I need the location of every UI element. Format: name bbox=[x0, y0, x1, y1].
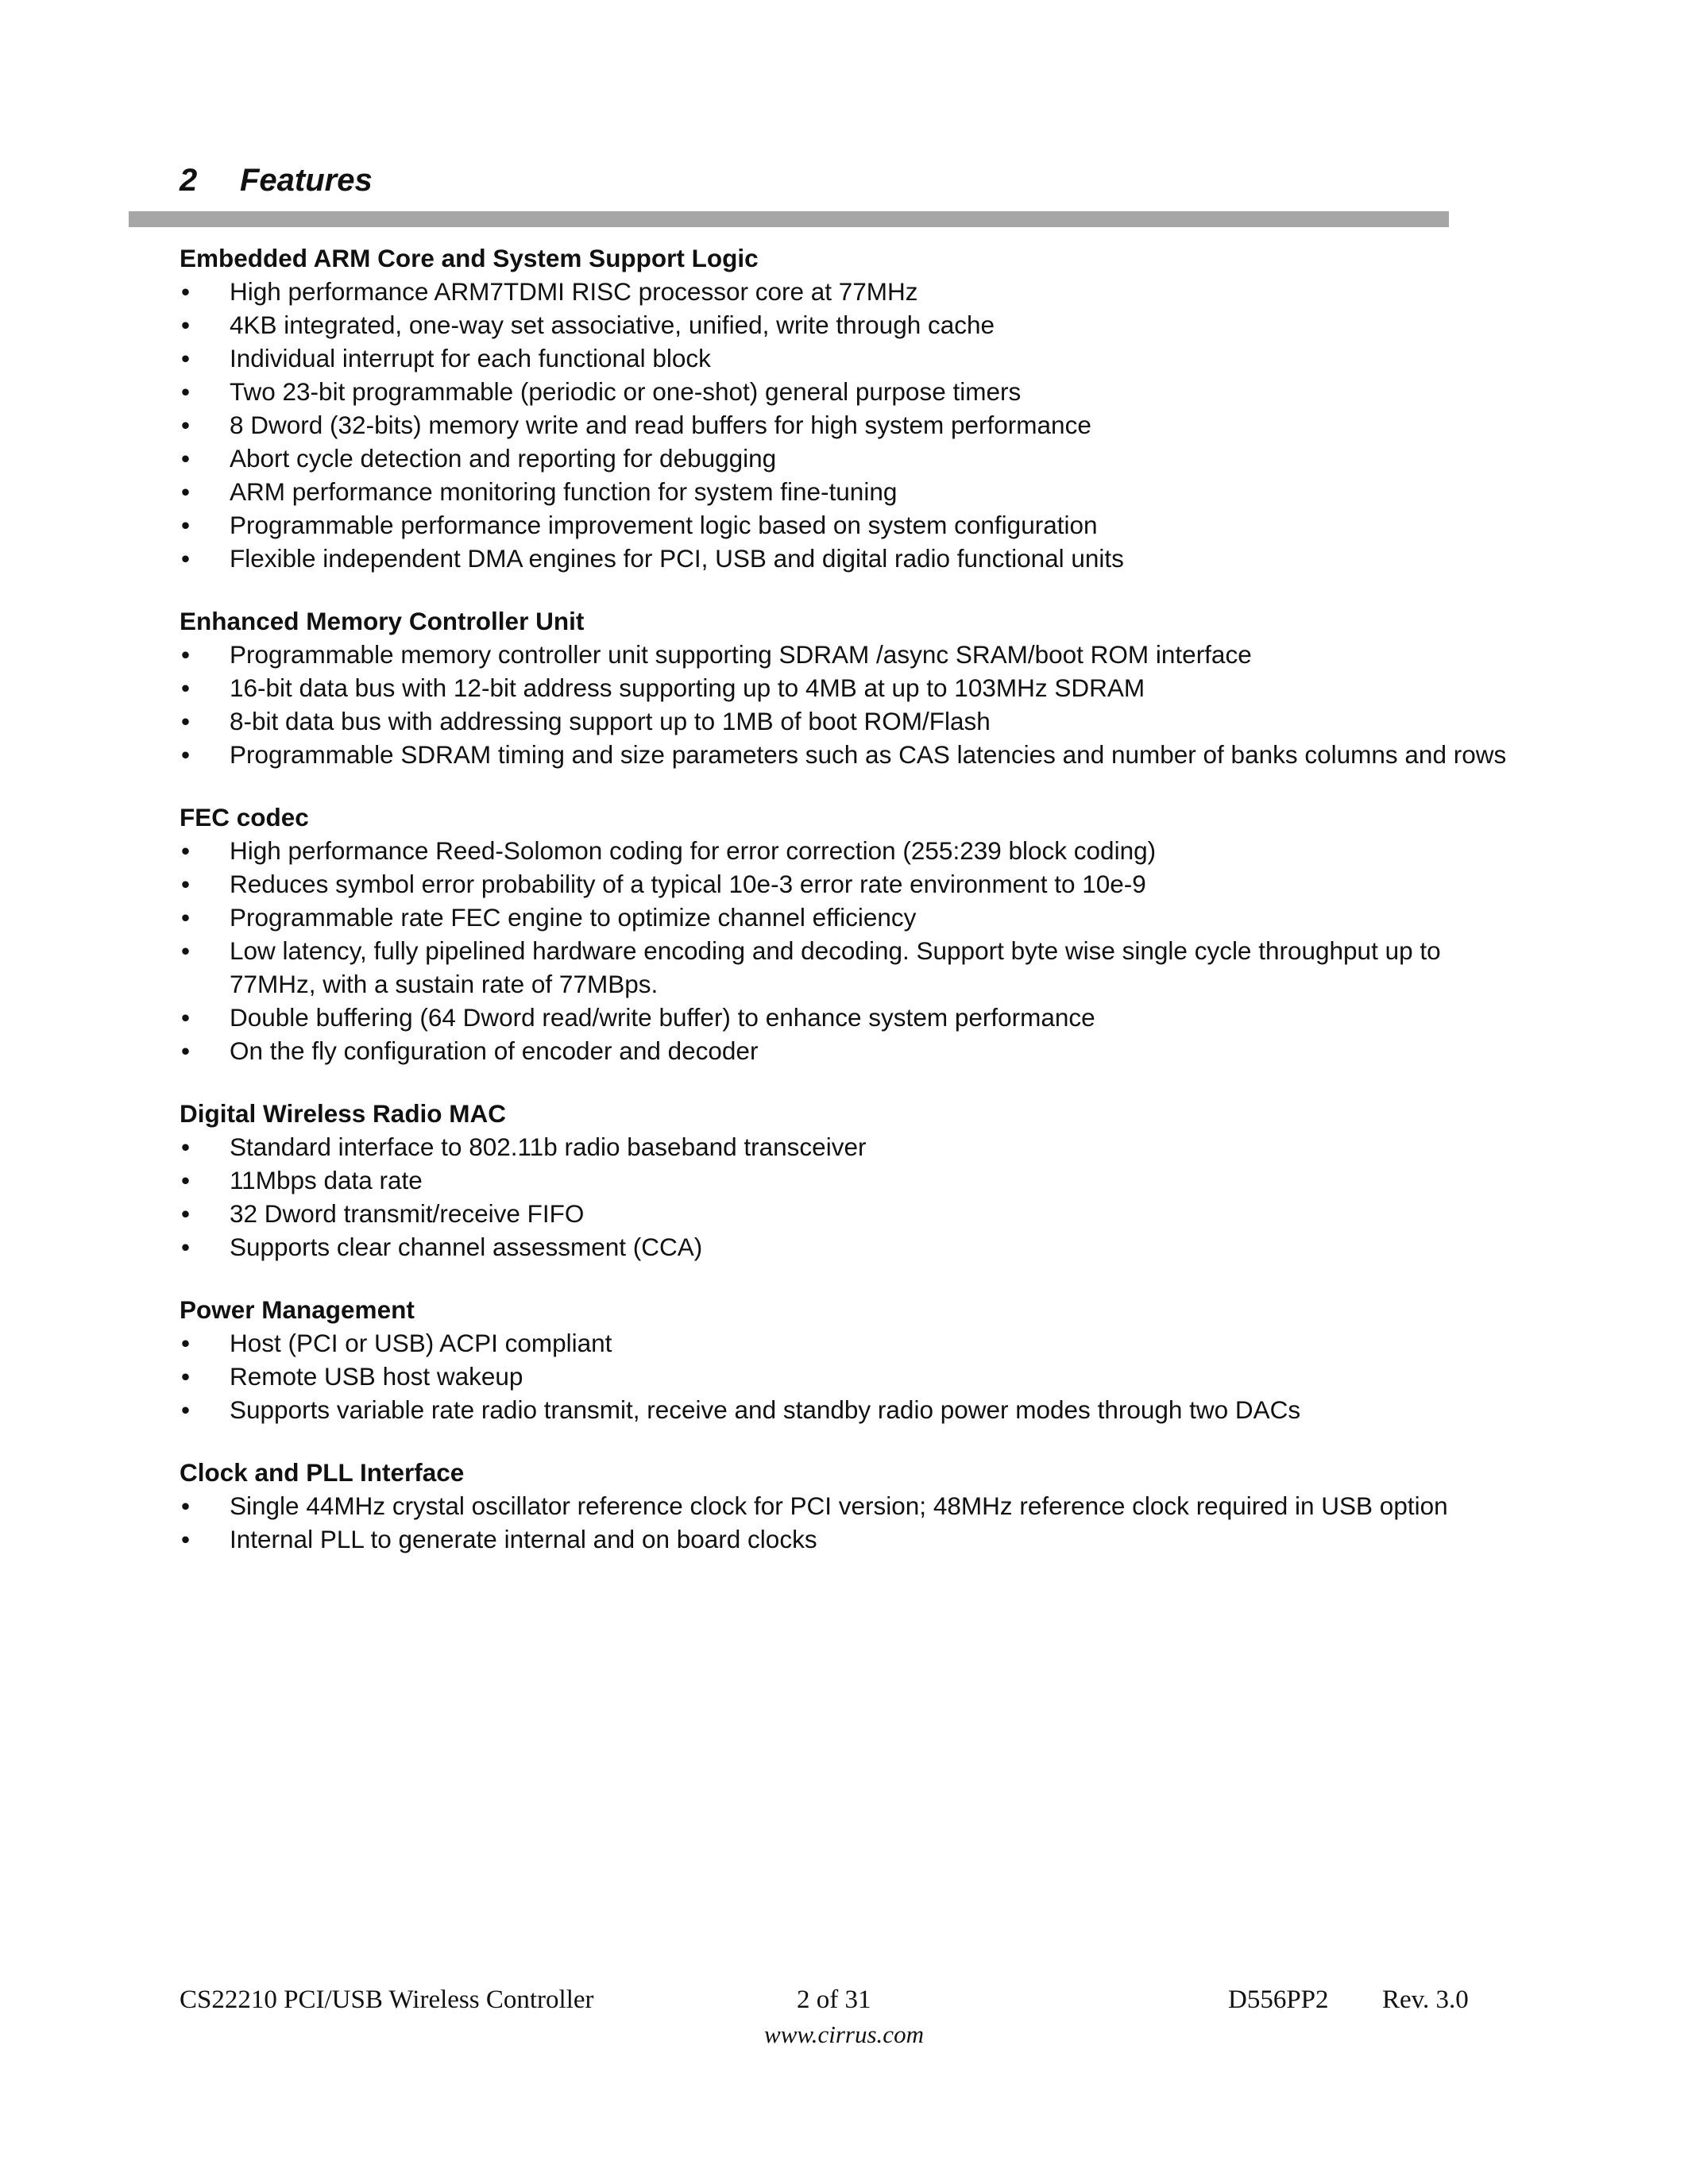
feature-group-radio-mac bbox=[180, 1097, 1514, 1264]
bullet-icon: • bbox=[181, 1003, 191, 1032]
feature-text: High performance ARM7TDMI RISC processor core at 77MHz bbox=[230, 277, 918, 306]
feature-text: Standard interface to 802.11b radio baseband transceiver bbox=[230, 1133, 867, 1161]
feature-text: Programmable memory controller unit supporting SDRAM /async SRAM/boot ROM interface bbox=[230, 640, 1252, 669]
feature-item bbox=[180, 408, 1514, 442]
section-heading bbox=[180, 163, 373, 199]
feature-text: Flexible independent DMA engines for PCI, USB and digital radio functional units bbox=[230, 544, 1124, 573]
feature-text: Supports clear channel assessment (CCA) bbox=[230, 1233, 703, 1261]
feature-text: Programmable rate FEC engine to optimize channel efficiency bbox=[230, 903, 917, 932]
feature-list bbox=[180, 834, 1514, 1067]
feature-text: Host (PCI or USB) ACPI compliant bbox=[230, 1329, 612, 1357]
feature-group-power-management bbox=[180, 1293, 1514, 1426]
footer-document-title: CS22210 PCI/USB Wireless Controller bbox=[180, 1985, 594, 2014]
bullet-icon: • bbox=[181, 903, 191, 932]
page-footer bbox=[0, 1985, 1688, 2073]
feature-list bbox=[180, 1326, 1514, 1426]
bullet-icon: • bbox=[181, 511, 191, 539]
feature-item bbox=[180, 1522, 1514, 1556]
feature-item bbox=[180, 308, 1514, 341]
feature-item bbox=[180, 1130, 1514, 1163]
feature-text: On the fly configuration of encoder and decoder bbox=[230, 1036, 759, 1065]
section-number: 2 bbox=[180, 163, 198, 198]
feature-item bbox=[180, 542, 1514, 575]
feature-text: Individual interrupt for each functional block bbox=[230, 344, 711, 372]
feature-text: 16-bit data bus with 12-bit address supporting up to 4MB at up to 103MHz SDRAM bbox=[230, 673, 1145, 702]
feature-item bbox=[180, 1326, 1514, 1360]
feature-text: ARM performance monitoring function for system fine-tuning bbox=[230, 477, 898, 506]
feature-text: Supports variable rate radio transmit, receive and standby radio power modes through two DACs bbox=[230, 1395, 1301, 1424]
feature-group-title: FEC codec bbox=[180, 803, 309, 832]
bullet-icon: • bbox=[181, 1233, 191, 1261]
footer-page-number: 2 of 31 bbox=[797, 1985, 871, 2014]
feature-text: 8-bit data bus with addressing support up to 1MB of boot ROM/Flash bbox=[230, 707, 991, 735]
bullet-icon: • bbox=[181, 1166, 191, 1194]
bullet-icon: • bbox=[181, 1329, 191, 1357]
bullet-icon: • bbox=[181, 707, 191, 735]
section-title: Features bbox=[240, 163, 373, 198]
feature-text: Internal PLL to generate internal and on board clocks bbox=[230, 1525, 817, 1553]
bullet-icon: • bbox=[181, 444, 191, 473]
feature-text: 11Mbps data rate bbox=[230, 1166, 423, 1194]
feature-group-title: Clock and PLL Interface bbox=[180, 1458, 465, 1487]
feature-text: 32 Dword transmit/receive FIFO bbox=[230, 1199, 585, 1228]
feature-text: Two 23-bit programmable (periodic or one-shot) general purpose timers bbox=[230, 377, 1022, 406]
bullet-icon: • bbox=[181, 836, 191, 865]
feature-item bbox=[180, 1360, 1514, 1393]
feature-text: 4KB integrated, one-way set associative, unified, write through cache bbox=[230, 311, 995, 339]
footer-document-id: D556PP2 bbox=[1228, 1985, 1329, 2014]
bullet-icon: • bbox=[181, 1362, 191, 1391]
feature-group-memory-controller bbox=[180, 604, 1514, 771]
feature-item bbox=[180, 275, 1514, 308]
feature-group-title: Enhanced Memory Controller Unit bbox=[180, 607, 585, 635]
bullet-icon: • bbox=[181, 411, 191, 439]
feature-item bbox=[180, 1230, 1514, 1264]
footer-website: www.cirrus.com bbox=[764, 2020, 924, 2048]
feature-text: 8 Dword (32-bits) memory write and read buffers for high system performance bbox=[230, 411, 1091, 439]
bullet-icon: • bbox=[181, 544, 191, 573]
footer-revision: Rev. 3.0 bbox=[1382, 1985, 1469, 2014]
feature-group-title: Embedded ARM Core and System Support Logic bbox=[180, 244, 759, 272]
bullet-icon: • bbox=[181, 1525, 191, 1553]
bullet-icon: • bbox=[181, 311, 191, 339]
feature-group-title: Power Management bbox=[180, 1295, 415, 1324]
bullet-icon: • bbox=[181, 1036, 191, 1065]
feature-list bbox=[180, 638, 1514, 771]
feature-text: Remote USB host wakeup bbox=[230, 1362, 523, 1391]
feature-text: Single 44MHz crystal oscillator reference clock for PCI version; 48MHz reference clock required in USB option bbox=[230, 1491, 1448, 1520]
bullet-icon: • bbox=[181, 936, 191, 965]
feature-item bbox=[180, 834, 1514, 867]
bullet-icon: • bbox=[181, 1395, 191, 1424]
feature-item bbox=[180, 1489, 1514, 1522]
bullet-icon: • bbox=[181, 870, 191, 898]
feature-text: Programmable SDRAM timing and size parameters such as CAS latencies and number of banks columns and rows bbox=[230, 740, 1507, 769]
feature-list bbox=[180, 1130, 1514, 1264]
feature-list bbox=[180, 1489, 1514, 1556]
feature-list bbox=[180, 275, 1514, 575]
feature-item bbox=[180, 1393, 1514, 1426]
bullet-icon: • bbox=[181, 673, 191, 702]
heading-rule bbox=[129, 211, 1449, 227]
features-content bbox=[180, 241, 1514, 1585]
feature-item bbox=[180, 442, 1514, 475]
feature-group-arm-core bbox=[180, 241, 1514, 575]
bullet-icon: • bbox=[181, 377, 191, 406]
bullet-icon: • bbox=[181, 344, 191, 372]
bullet-icon: • bbox=[181, 740, 191, 769]
feature-item bbox=[180, 704, 1514, 738]
feature-text: Double buffering (64 Dword read/write buffer) to enhance system performance bbox=[230, 1003, 1095, 1032]
feature-item bbox=[180, 475, 1514, 508]
feature-item bbox=[180, 341, 1514, 375]
feature-item bbox=[180, 738, 1514, 771]
feature-text: High performance Reed-Solomon coding for error correction (255:239 block coding) bbox=[230, 836, 1157, 865]
bullet-icon: • bbox=[181, 477, 191, 506]
feature-group-title: Digital Wireless Radio MAC bbox=[180, 1099, 507, 1128]
feature-item bbox=[180, 901, 1514, 934]
feature-text: Low latency, fully pipelined hardware encoding and decoding. Support byte wise single cycle throughput up to 77MHz, with a sustain rate of 77MBps. bbox=[230, 936, 1441, 998]
feature-text: Reduces symbol error probability of a typical 10e-3 error rate environment to 10e-9 bbox=[230, 870, 1146, 898]
feature-item bbox=[180, 671, 1514, 704]
feature-item bbox=[180, 1197, 1514, 1230]
feature-item bbox=[180, 934, 1514, 1001]
feature-item bbox=[180, 375, 1514, 408]
feature-text: Abort cycle detection and reporting for debugging bbox=[230, 444, 777, 473]
feature-item bbox=[180, 1001, 1514, 1034]
feature-item bbox=[180, 1034, 1514, 1067]
feature-item bbox=[180, 1163, 1514, 1197]
feature-text: Programmable performance improvement logic based on system configuration bbox=[230, 511, 1098, 539]
feature-item bbox=[180, 508, 1514, 542]
bullet-icon: • bbox=[181, 277, 191, 306]
feature-item bbox=[180, 867, 1514, 901]
bullet-icon: • bbox=[181, 640, 191, 669]
feature-group-clock-pll bbox=[180, 1456, 1514, 1556]
feature-group-fec-codec bbox=[180, 801, 1514, 1067]
bullet-icon: • bbox=[181, 1133, 191, 1161]
bullet-icon: • bbox=[181, 1491, 191, 1520]
feature-item bbox=[180, 638, 1514, 671]
bullet-icon: • bbox=[181, 1199, 191, 1228]
